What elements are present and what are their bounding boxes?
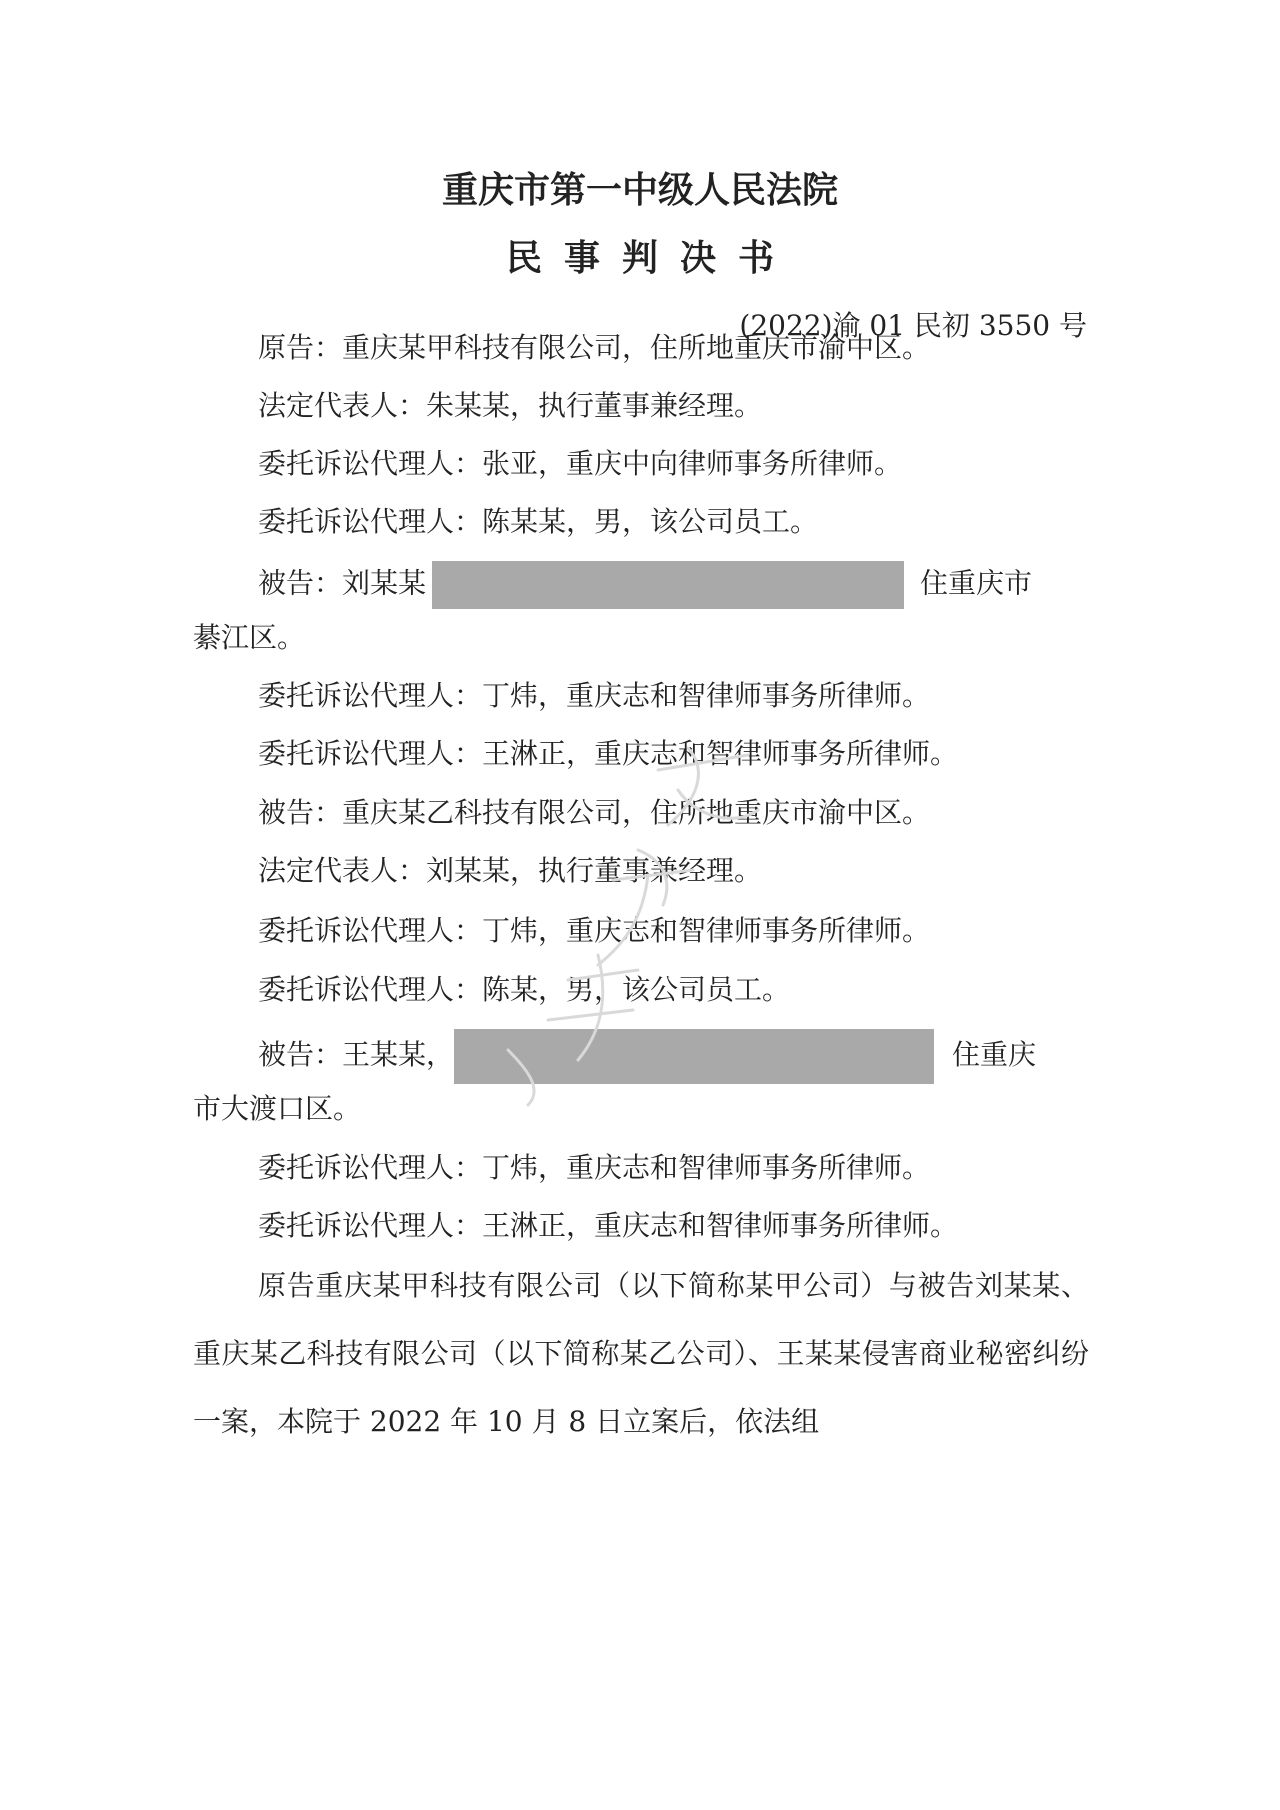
party-agent: 委托诉讼代理人：王淋正，重庆志和智律师事务所律师。	[258, 1209, 959, 1242]
party-agent: 委托诉讼代理人：丁炜，重庆志和智律师事务所律师。	[258, 679, 931, 712]
party-defendant-liu	[258, 561, 1032, 609]
court-name: 重庆市第一中级人民法院	[441, 170, 838, 211]
party-agent: 委托诉讼代理人：陈某某，男，该公司员工。	[258, 505, 819, 538]
redaction-block	[432, 561, 904, 609]
party-agent: 委托诉讼代理人：张亚，重庆中向律师事务所律师。	[258, 447, 903, 480]
document-title: 民事判决书	[505, 238, 796, 279]
party-defendant-address-continued: 市大渡口区。	[193, 1092, 362, 1125]
party-defendant-label: 被告：刘某某	[258, 566, 427, 600]
party-defendant-label: 被告：王某某，	[258, 1038, 455, 1071]
redaction-block	[454, 1029, 934, 1084]
party-defendant-address: 住重庆	[952, 1038, 1037, 1071]
party-agent: 委托诉讼代理人：王淋正，重庆志和智律师事务所律师。	[258, 737, 959, 770]
party-agent: 委托诉讼代理人：丁炜，重庆志和智律师事务所律师。	[258, 914, 931, 947]
party-defendant-address-continued: 綦江区。	[193, 621, 306, 654]
party-agent: 委托诉讼代理人：丁炜，重庆志和智律师事务所律师。	[258, 1151, 931, 1184]
party-legal-representative: 法定代表人：刘某某，执行董事兼经理。	[258, 854, 763, 887]
party-agent: 委托诉讼代理人：陈某，男，该公司员工。	[258, 973, 791, 1006]
party-defendant-company: 被告：重庆某乙科技有限公司，住所地重庆市渝中区。	[258, 796, 931, 829]
case-summary-paragraph: 原告重庆某甲科技有限公司（以下简称某甲公司）与被告刘某某、重庆某乙科技有限公司（以下简称某乙公司）、王某某侵害商业秘密纠纷一案，本院于 2022 年 10 月 8 日立案后，依法组	[193, 1269, 1089, 1438]
case-number: (2022)渝 01 民初 3550 号	[739, 309, 1087, 342]
party-defendant-wang	[258, 1029, 1036, 1084]
party-legal-representative: 法定代表人：朱某某，执行董事兼经理。	[258, 389, 763, 422]
party-plaintiff: 原告：重庆某甲科技有限公司，住所地重庆市渝中区。	[258, 331, 931, 364]
party-defendant-address: 住重庆市	[920, 566, 1033, 600]
